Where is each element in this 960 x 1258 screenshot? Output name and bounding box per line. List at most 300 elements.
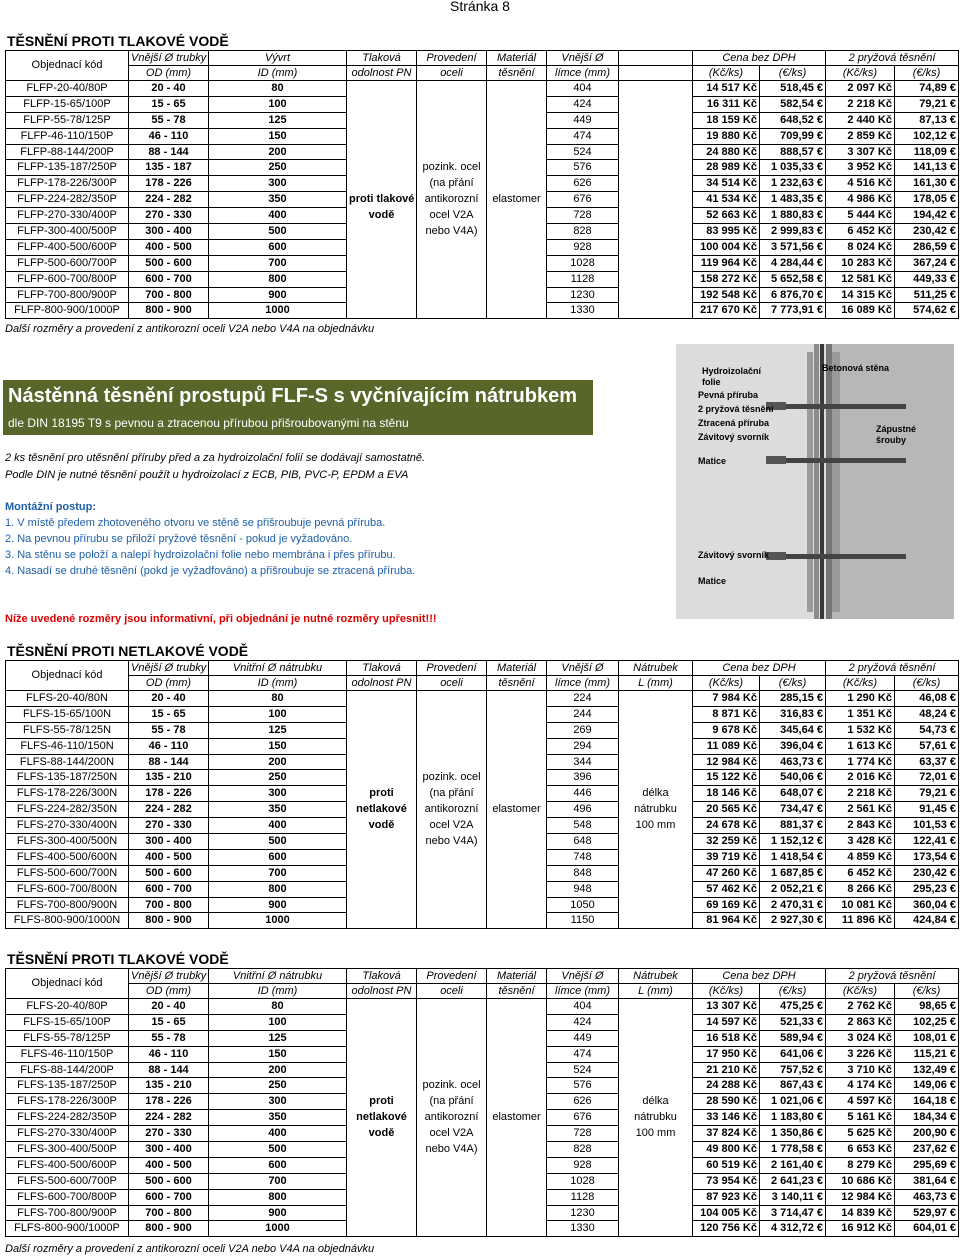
pressure-class [347, 1205, 417, 1221]
inner-diameter: 400 [209, 1126, 347, 1142]
inner-diameter: 100 [209, 1014, 347, 1030]
order-code: FLFS-400-500/600N [6, 849, 129, 865]
col-od-header: Vnější Ø trubky [129, 51, 209, 66]
table-row [6, 239, 959, 255]
label-loose-flange: Ztracená příruba [698, 418, 770, 428]
inner-diameter: 300 [209, 1094, 347, 1110]
table-row [6, 208, 959, 224]
pressure-class [347, 112, 417, 128]
order-code: FLFS-500-600/700P [6, 1173, 129, 1189]
gasket-price-czk: 1 290 Kč [826, 691, 895, 707]
price-czk: 83 995 Kč [693, 224, 760, 240]
outer-diameter: 20 - 40 [129, 81, 209, 97]
inner-diameter: 350 [209, 192, 347, 208]
gasket-price-czk: 4 174 Kč [826, 1078, 895, 1094]
order-code: FLFS-700-800/900P [6, 1205, 129, 1221]
mount-step-1: 1. V místě předem zhotoveného otvoru ve stěně se přišroubuje pevná příruba. [5, 517, 386, 529]
outer-diameter: 15 - 65 [129, 1014, 209, 1030]
col-id-header-3: Vnitřní Ø nátrubku [209, 969, 347, 984]
price-eur: 648,52 € [760, 112, 826, 128]
gasket-price-eur: 87,13 € [895, 112, 959, 128]
flange-diameter: 446 [547, 786, 619, 802]
col-material-unit: těsnění [487, 66, 547, 81]
table-row [6, 255, 959, 271]
table-row [6, 786, 959, 802]
gasket-price-czk: 2 218 Kč [826, 96, 895, 112]
price-eur: 2 999,83 € [760, 224, 826, 240]
outer-diameter: 178 - 226 [129, 1094, 209, 1110]
gasket-material [487, 224, 547, 240]
outer-diameter: 300 - 400 [129, 224, 209, 240]
unit-material-3: těsnění [487, 984, 547, 999]
table-row [6, 849, 959, 865]
price-czk: 217 670 Kč [693, 303, 760, 319]
unit-eur-3: (€/ks) [760, 984, 826, 999]
outer-diameter: 55 - 78 [129, 722, 209, 738]
gasket-price-eur: 574,62 € [895, 303, 959, 319]
price-eur: 757,52 € [760, 1062, 826, 1078]
steel-type: pozink. ocel [417, 1078, 487, 1094]
flange-diameter: 1230 [547, 1205, 619, 1221]
steel-type [417, 706, 487, 722]
inner-diameter: 400 [209, 208, 347, 224]
outer-diameter: 800 - 900 [129, 303, 209, 319]
price-czk: 14 517 Kč [693, 81, 760, 97]
spacer [619, 208, 693, 224]
price-eur: 1 880,83 € [760, 208, 826, 224]
pressure-table-1 [5, 50, 959, 319]
col-steel-header-3: Provedení [417, 969, 487, 984]
sleeve-length [619, 1189, 693, 1205]
gasket-material [487, 1142, 547, 1158]
steel-type [417, 81, 487, 97]
gasket-material [487, 255, 547, 271]
price-eur: 1 483,35 € [760, 192, 826, 208]
inner-diameter: 600 [209, 1157, 347, 1173]
order-code: FLFS-20-40/80N [6, 691, 129, 707]
order-code: FLFS-15-65/100P [6, 1014, 129, 1030]
steel-type [417, 1189, 487, 1205]
steel-type: ocel V2A [417, 1126, 487, 1142]
gasket-price-czk: 2 843 Kč [826, 818, 895, 834]
gasket-price-eur: 79,21 € [895, 96, 959, 112]
gasket-price-czk: 1 532 Kč [826, 722, 895, 738]
flange-diameter: 626 [547, 1094, 619, 1110]
pressure-class [347, 255, 417, 271]
gasket-price-eur: 184,34 € [895, 1110, 959, 1126]
order-code: FLFP-700-800/900P [6, 287, 129, 303]
table-row [6, 865, 959, 881]
gasket-price-eur: 102,25 € [895, 1014, 959, 1030]
steel-type [417, 881, 487, 897]
spacer [619, 287, 693, 303]
pressure-class [347, 160, 417, 176]
gasket-price-czk: 2 218 Kč [826, 786, 895, 802]
gasket-price-czk: 14 315 Kč [826, 287, 895, 303]
table-row [6, 128, 959, 144]
inner-diameter: 200 [209, 1062, 347, 1078]
sleeve-length [619, 865, 693, 881]
inner-diameter: 900 [209, 287, 347, 303]
outer-diameter: 224 - 282 [129, 1110, 209, 1126]
gasket-price-czk: 16 912 Kč [826, 1221, 895, 1237]
order-code: FLFP-300-400/500P [6, 224, 129, 240]
outer-diameter: 135 - 187 [129, 160, 209, 176]
flange-diameter: 948 [547, 881, 619, 897]
gasket-price-eur: 173,54 € [895, 849, 959, 865]
table-row [6, 881, 959, 897]
steel-type [417, 1046, 487, 1062]
price-czk: 8 871 Kč [693, 706, 760, 722]
price-czk: 24 678 Kč [693, 818, 760, 834]
price-eur: 1 687,85 € [760, 865, 826, 881]
unit-sleeve-3: L (mm) [619, 984, 693, 999]
outer-diameter: 55 - 78 [129, 112, 209, 128]
flange-diameter: 449 [547, 112, 619, 128]
steel-type [417, 738, 487, 754]
gasket-price-czk: 3 710 Kč [826, 1062, 895, 1078]
price-eur: 2 470,31 € [760, 897, 826, 913]
price-czk: 49 800 Kč [693, 1142, 760, 1158]
price-eur: 3 140,11 € [760, 1189, 826, 1205]
table-row [6, 303, 959, 319]
price-eur: 1 232,63 € [760, 176, 826, 192]
outer-diameter: 300 - 400 [129, 834, 209, 850]
gasket-price-eur: 57,61 € [895, 738, 959, 754]
pressure-class [347, 144, 417, 160]
price-czk: 24 288 Kč [693, 1078, 760, 1094]
inner-diameter: 250 [209, 770, 347, 786]
gasket-price-czk: 2 859 Kč [826, 128, 895, 144]
pressure-class: vodě [347, 818, 417, 834]
inner-diameter: 300 [209, 176, 347, 192]
unit-flange-3: límce (mm) [547, 984, 619, 999]
inner-diameter: 150 [209, 1046, 347, 1062]
gasket-price-czk: 2 440 Kč [826, 112, 895, 128]
price-czk: 81 964 Kč [693, 913, 760, 929]
steel-type: nebo V4A) [417, 834, 487, 850]
flange-diameter: 1330 [547, 303, 619, 319]
pressure-class: vodě [347, 208, 417, 224]
pressure-class [347, 691, 417, 707]
gasket-price-eur: 178,05 € [895, 192, 959, 208]
price-eur: 648,07 € [760, 786, 826, 802]
order-code: FLFP-224-282/350P [6, 192, 129, 208]
gasket-price-czk: 6 452 Kč [826, 865, 895, 881]
gasket-material [487, 1205, 547, 1221]
inner-diameter: 350 [209, 802, 347, 818]
table-row [6, 1110, 959, 1126]
col-pn-header-2: Tlaková [347, 661, 417, 676]
pressure-class: netlakové [347, 1110, 417, 1126]
inner-diameter: 500 [209, 834, 347, 850]
flange-diameter: 1028 [547, 255, 619, 271]
gasket-price-czk: 1 774 Kč [826, 754, 895, 770]
col-id-header-2: Vnitřní Ø nátrubku [209, 661, 347, 676]
inner-diameter: 400 [209, 818, 347, 834]
gasket-material [487, 1078, 547, 1094]
gasket-material [487, 1173, 547, 1189]
outer-diameter: 600 - 700 [129, 271, 209, 287]
gasket-material [487, 865, 547, 881]
table-row [6, 1205, 959, 1221]
gasket-price-czk: 16 089 Kč [826, 303, 895, 319]
price-czk: 57 462 Kč [693, 881, 760, 897]
gasket-price-czk: 5 161 Kč [826, 1110, 895, 1126]
price-czk: 18 159 Kč [693, 112, 760, 128]
unit-sleeve: L (mm) [619, 676, 693, 691]
unit-id: ID (mm) [209, 676, 347, 691]
order-code: FLFS-224-282/350N [6, 802, 129, 818]
sleeve-length: 100 mm [619, 1126, 693, 1142]
flange-diameter: 269 [547, 722, 619, 738]
inner-diameter: 125 [209, 112, 347, 128]
gasket-material [487, 176, 547, 192]
table-row [6, 144, 959, 160]
steel-type [417, 271, 487, 287]
gasket-material [487, 818, 547, 834]
label-stud-2: Závitový svorník [698, 550, 770, 560]
sleeve-length: délka [619, 786, 693, 802]
price-czk: 19 880 Kč [693, 128, 760, 144]
gasket-material [487, 96, 547, 112]
banner-title: Nástěnná těsnění prostupů FLF-S s vyčnívajícím nátrubkem [8, 385, 578, 407]
steel-type: (na přání [417, 786, 487, 802]
sleeve-length [619, 1014, 693, 1030]
label-nut-2: Matice [698, 576, 727, 586]
flange-diameter: 396 [547, 770, 619, 786]
table-row [6, 192, 959, 208]
price-eur: 5 652,58 € [760, 271, 826, 287]
gasket-material [487, 1046, 547, 1062]
sleeve-length [619, 1078, 693, 1094]
gasket-material: elastomer [487, 802, 547, 818]
pressure-class [347, 1189, 417, 1205]
steel-type: ocel V2A [417, 818, 487, 834]
gasket-price-czk: 2 561 Kč [826, 802, 895, 818]
table-row [6, 271, 959, 287]
label-countersunk-2: šrouby [876, 435, 907, 445]
outer-diameter: 500 - 600 [129, 865, 209, 881]
gasket-price-czk: 8 024 Kč [826, 239, 895, 255]
gasket-price-czk: 3 307 Kč [826, 144, 895, 160]
outer-diameter: 20 - 40 [129, 691, 209, 707]
gasket-price-czk: 10 686 Kč [826, 1173, 895, 1189]
sleeve-length [619, 1157, 693, 1173]
unit-flange: límce (mm) [547, 676, 619, 691]
label-nut: Matice [698, 456, 727, 466]
gasket-price-czk: 4 986 Kč [826, 192, 895, 208]
price-czk: 47 260 Kč [693, 865, 760, 881]
order-code: FLFS-270-330/400P [6, 1126, 129, 1142]
gasket-material [487, 1126, 547, 1142]
gasket-price-eur: 367,24 € [895, 255, 959, 271]
outer-diameter: 88 - 144 [129, 144, 209, 160]
gasket-material [487, 913, 547, 929]
order-code: FLFP-270-330/400P [6, 208, 129, 224]
col-flange-header-2: Vnější Ø [547, 661, 619, 676]
gasket-price-eur: 91,45 € [895, 802, 959, 818]
pressure-class [347, 287, 417, 303]
gasket-material [487, 706, 547, 722]
table-row [6, 1126, 959, 1142]
table-row [6, 1157, 959, 1173]
inner-diameter: 700 [209, 255, 347, 271]
gasket-material [487, 160, 547, 176]
flange-diameter: 626 [547, 176, 619, 192]
flange-diameter: 848 [547, 865, 619, 881]
section3-title: TĚSNĚNÍ PROTI TLAKOVÉ VODĚ [7, 951, 229, 967]
price-eur: 582,54 € [760, 96, 826, 112]
inner-diameter: 200 [209, 754, 347, 770]
flange-diameter: 474 [547, 128, 619, 144]
steel-type: pozink. ocel [417, 160, 487, 176]
order-code: FLFS-46-110/150P [6, 1046, 129, 1062]
gasket-price-czk: 11 896 Kč [826, 913, 895, 929]
gasket-material [487, 897, 547, 913]
spacer [619, 303, 693, 319]
label-fixed-flange: Pevná příruba [698, 390, 759, 400]
price-eur: 709,99 € [760, 128, 826, 144]
mount-title: Montážní postup: [5, 501, 97, 513]
flange-diameter: 1050 [547, 897, 619, 913]
sleeve-length [619, 881, 693, 897]
unit-czk-3: (Kč/ks) [693, 984, 760, 999]
gasket-price-eur: 286,59 € [895, 239, 959, 255]
gasket-price-czk: 5 444 Kč [826, 208, 895, 224]
gasket-price-czk: 2 762 Kč [826, 999, 895, 1015]
table-row [6, 112, 959, 128]
sleeve-length: nátrubku [619, 802, 693, 818]
flange-diameter: 1128 [547, 1189, 619, 1205]
steel-type: antikorozní [417, 1110, 487, 1126]
price-czk: 9 678 Kč [693, 722, 760, 738]
gasket-price-czk: 1 613 Kč [826, 738, 895, 754]
order-code: FLFS-88-144/200N [6, 754, 129, 770]
price-eur: 888,57 € [760, 144, 826, 160]
pressure-class: proti [347, 786, 417, 802]
table-row [6, 1221, 959, 1237]
inner-diameter: 800 [209, 271, 347, 287]
gasket-price-czk: 3 428 Kč [826, 834, 895, 850]
table-row [6, 81, 959, 97]
inner-diameter: 600 [209, 239, 347, 255]
sleeve-length [619, 738, 693, 754]
flange-diameter: 1028 [547, 1173, 619, 1189]
outer-diameter: 500 - 600 [129, 1173, 209, 1189]
order-code: FLFP-46-110/150P [6, 128, 129, 144]
inner-diameter: 80 [209, 81, 347, 97]
inner-diameter: 125 [209, 722, 347, 738]
flange-diameter: 576 [547, 1078, 619, 1094]
price-eur: 3 571,56 € [760, 239, 826, 255]
price-czk: 7 984 Kč [693, 691, 760, 707]
flange-diameter: 524 [547, 1062, 619, 1078]
price-czk: 17 950 Kč [693, 1046, 760, 1062]
sleeve-length [619, 1173, 693, 1189]
spacer [619, 224, 693, 240]
price-eur: 345,64 € [760, 722, 826, 738]
gasket-material [487, 1157, 547, 1173]
price-czk: 158 272 Kč [693, 271, 760, 287]
label-hydro-foil-2: folie [702, 377, 721, 387]
price-eur: 518,45 € [760, 81, 826, 97]
unit-eur-4: (€/ks) [895, 984, 959, 999]
table-row [6, 897, 959, 913]
table-row [6, 722, 959, 738]
steel-type: antikorozní [417, 802, 487, 818]
table-row [6, 96, 959, 112]
inner-diameter: 80 [209, 999, 347, 1015]
flange-diameter: 424 [547, 96, 619, 112]
col-gasket-header-2: 2 pryžová těsnění [826, 661, 959, 676]
order-code: FLFS-88-144/200P [6, 1062, 129, 1078]
steel-type: pozink. ocel [417, 770, 487, 786]
gasket-material [487, 239, 547, 255]
product-illustration [676, 344, 954, 619]
order-code: FLFS-400-500/600P [6, 1157, 129, 1173]
flange-diameter: 294 [547, 738, 619, 754]
col-eur-unit: (€/ks) [760, 66, 826, 81]
order-code: FLFP-600-700/800P [6, 271, 129, 287]
product-banner [3, 380, 593, 435]
order-code: FLFS-55-78/125P [6, 1030, 129, 1046]
gasket-price-eur: 48,24 € [895, 706, 959, 722]
price-czk: 32 259 Kč [693, 834, 760, 850]
flange-diameter: 1128 [547, 271, 619, 287]
price-eur: 6 876,70 € [760, 287, 826, 303]
price-czk: 28 590 Kč [693, 1094, 760, 1110]
price-czk: 24 880 Kč [693, 144, 760, 160]
col-bore-header: Vývrt [209, 51, 347, 66]
order-code: FLFS-15-65/100N [6, 706, 129, 722]
gasket-price-eur: 54,73 € [895, 722, 959, 738]
pressure-class [347, 754, 417, 770]
steel-type [417, 897, 487, 913]
sleeve-length: 100 mm [619, 818, 693, 834]
mount-step-3: 3. Na stěnu se položí a nalepí hydroizolační folie nebo membrána i přes přírubu. [5, 549, 396, 561]
price-eur: 475,25 € [760, 999, 826, 1015]
price-eur: 1 035,33 € [760, 160, 826, 176]
flange-diameter: 648 [547, 834, 619, 850]
col-eur-unit-2: (€/ks) [895, 66, 959, 81]
steel-type [417, 754, 487, 770]
unit-od: OD (mm) [129, 676, 209, 691]
gasket-price-eur: 194,42 € [895, 208, 959, 224]
col-bore-unit: ID (mm) [209, 66, 347, 81]
sleeve-length [619, 1142, 693, 1158]
gasket-material [487, 81, 547, 97]
spacer [619, 271, 693, 287]
pressure-class [347, 1078, 417, 1094]
sleeve-length [619, 1205, 693, 1221]
gasket-price-eur: 161,30 € [895, 176, 959, 192]
sleeve-length [619, 834, 693, 850]
steel-type [417, 1221, 487, 1237]
outer-diameter: 270 - 330 [129, 818, 209, 834]
col-pn-unit: odolnost PN [347, 66, 417, 81]
unit-pn-3: odolnost PN [347, 984, 417, 999]
price-czk: 12 984 Kč [693, 754, 760, 770]
gasket-price-czk: 5 625 Kč [826, 1126, 895, 1142]
gasket-price-eur: 529,97 € [895, 1205, 959, 1221]
pressure-class [347, 897, 417, 913]
steel-type [417, 1014, 487, 1030]
steel-type [417, 303, 487, 319]
table-row [6, 224, 959, 240]
order-code: FLFP-20-40/80P [6, 81, 129, 97]
gasket-price-eur: 132,49 € [895, 1062, 959, 1078]
